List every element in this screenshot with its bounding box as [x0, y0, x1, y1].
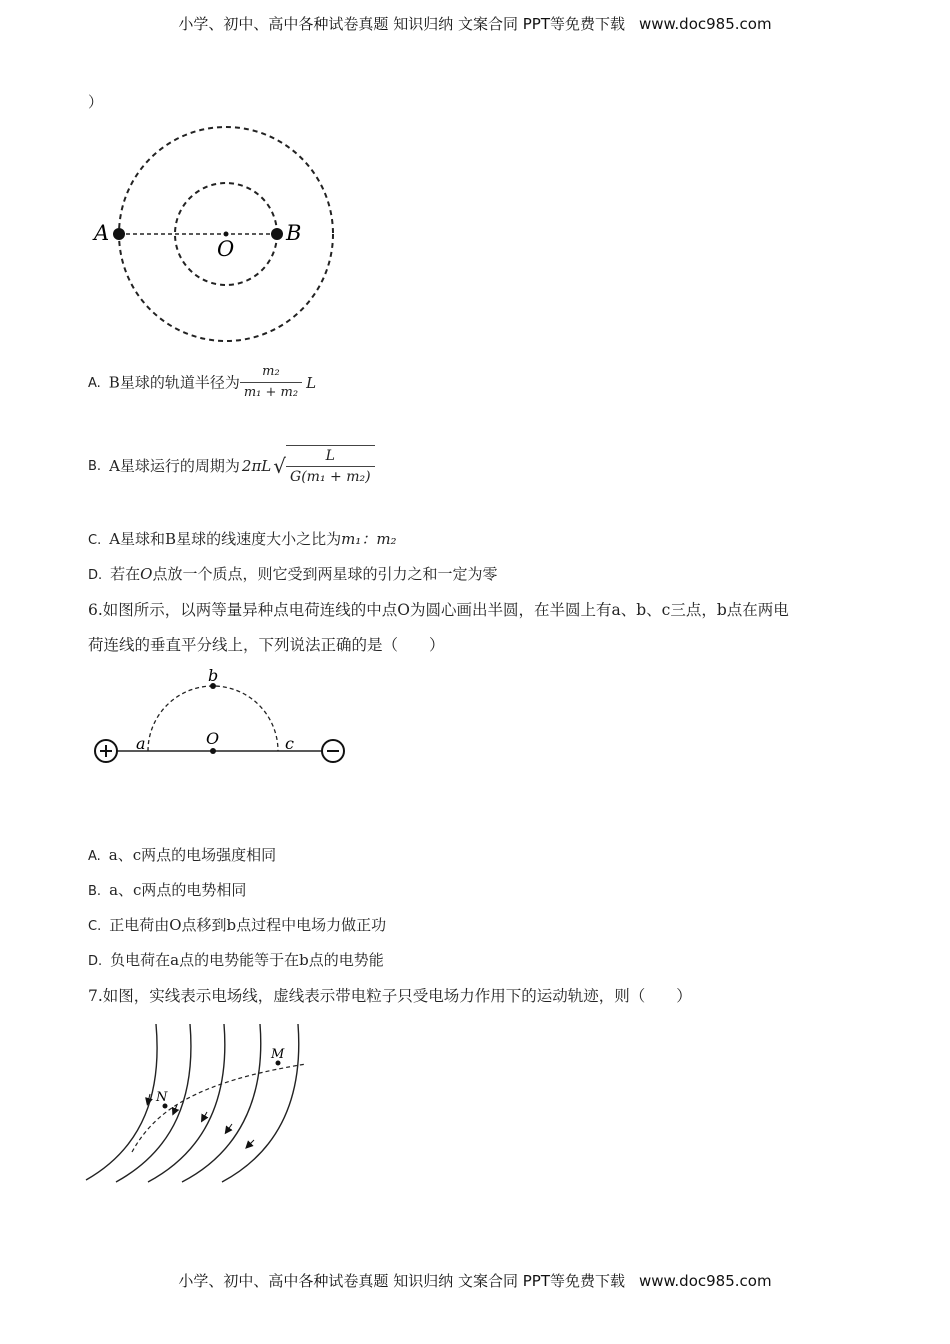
- label-a: a: [136, 734, 146, 753]
- option-label: A.: [88, 849, 101, 864]
- option-label: B.: [88, 884, 102, 899]
- footer-title: 小学、初中、高中各种试卷真题 知识归纳 文案合同 PPT等免费下载: [178, 1272, 625, 1290]
- q7-field-figure: [84, 1022, 316, 1184]
- q6-option-c[interactable]: [88, 915, 386, 937]
- arrow-icon: [203, 1112, 207, 1119]
- point-o: O: [140, 565, 153, 583]
- question-text: 如图，实线表示电场线，虚线表示带电粒子只受电场力作用下的运动轨迹，则（ ）: [102, 987, 692, 1005]
- length-symbol: L: [306, 373, 317, 392]
- star-b: [271, 228, 283, 240]
- label-b: b: [208, 666, 219, 685]
- q5-option-a[interactable]: [88, 362, 316, 403]
- q6-option-a[interactable]: [88, 845, 276, 867]
- label-c: c: [285, 734, 294, 753]
- option-text: a、c两点的电场强度相同: [108, 846, 277, 864]
- option-label: A.: [88, 375, 101, 391]
- question-text: 如图所示，以两等量异种点电荷连线的中点O为圆心画出半圆，在半圆上有a、b、c三点，b点在两电: [102, 601, 789, 619]
- label-o: O: [206, 729, 220, 748]
- option-label: D.: [88, 568, 103, 583]
- q5-option-d[interactable]: [88, 564, 498, 586]
- q6-stem-line1: [88, 599, 789, 621]
- question-fragment: ）: [88, 93, 104, 111]
- period-prefix: 2πL: [241, 457, 272, 475]
- page-header: [0, 13, 950, 34]
- label-m: M: [271, 1047, 285, 1062]
- header-title: 小学、初中、高中各种试卷真题 知识归纳 文案合同 PPT等免费下载: [178, 15, 625, 33]
- option-ratio: m₁：m₂: [341, 530, 397, 548]
- header-url[interactable]: www.doc985.com: [638, 15, 772, 33]
- point-o: [210, 748, 216, 754]
- sqrt-icon: √: [273, 454, 287, 478]
- field-line: [182, 1024, 261, 1182]
- q7-stem: [88, 985, 692, 1007]
- option-text: a、c两点的电势相同: [109, 881, 247, 899]
- q5-option-c[interactable]: [88, 529, 397, 551]
- fraction-denominator: G(m₁ + m₂): [290, 469, 371, 485]
- label-b: B: [286, 221, 302, 245]
- option-text: 正电荷由O点移到b点过程中电场力做正功: [109, 916, 387, 934]
- arrow-icon: [227, 1124, 232, 1131]
- option-label: C.: [88, 533, 102, 548]
- option-text: 负电荷在a点的电势能等于在b点的电势能: [110, 951, 384, 969]
- question-number: 6.: [88, 601, 103, 619]
- q5-option-b[interactable]: [88, 445, 375, 487]
- sqrt-fraction: [286, 445, 375, 487]
- fraction-numerator: m₂: [240, 362, 302, 383]
- center-o: [224, 232, 229, 237]
- question-number: 7.: [88, 987, 103, 1005]
- field-line: [86, 1024, 157, 1180]
- option-text: B星球的轨道半径为: [108, 373, 240, 392]
- q6-option-d[interactable]: [88, 950, 384, 972]
- footer-url[interactable]: www.doc985.com: [638, 1272, 772, 1290]
- fraction: [240, 362, 302, 403]
- option-label: D.: [88, 954, 103, 969]
- option-text: 点放一个质点，则它受到两星球的引力之和一定为零: [152, 565, 498, 583]
- star-a: [113, 228, 125, 240]
- option-text: A星球运行的周期为: [109, 457, 240, 475]
- option-text: A星球和B星球的线速度大小之比为: [109, 530, 342, 548]
- q6-charge-figure: [90, 665, 350, 770]
- label-n: N: [156, 1090, 168, 1105]
- binary-star-figure: [88, 120, 348, 350]
- q6-stem-line2: 荷连线的垂直平分线上，下列说法正确的是（ ）: [88, 636, 445, 654]
- fraction-denominator: m₁ + m₂: [243, 385, 299, 400]
- label-o: O: [217, 237, 235, 261]
- field-line: [116, 1024, 191, 1182]
- option-label: C.: [88, 919, 102, 934]
- q6-option-b[interactable]: [88, 880, 246, 902]
- option-label: B.: [88, 459, 102, 474]
- page-footer: [0, 1270, 950, 1291]
- label-a: A: [94, 221, 110, 245]
- particle-trajectory: [132, 1064, 306, 1152]
- fraction-numerator: L: [286, 446, 375, 467]
- option-text: 若在: [110, 565, 141, 583]
- arrow-icon: [248, 1140, 254, 1146]
